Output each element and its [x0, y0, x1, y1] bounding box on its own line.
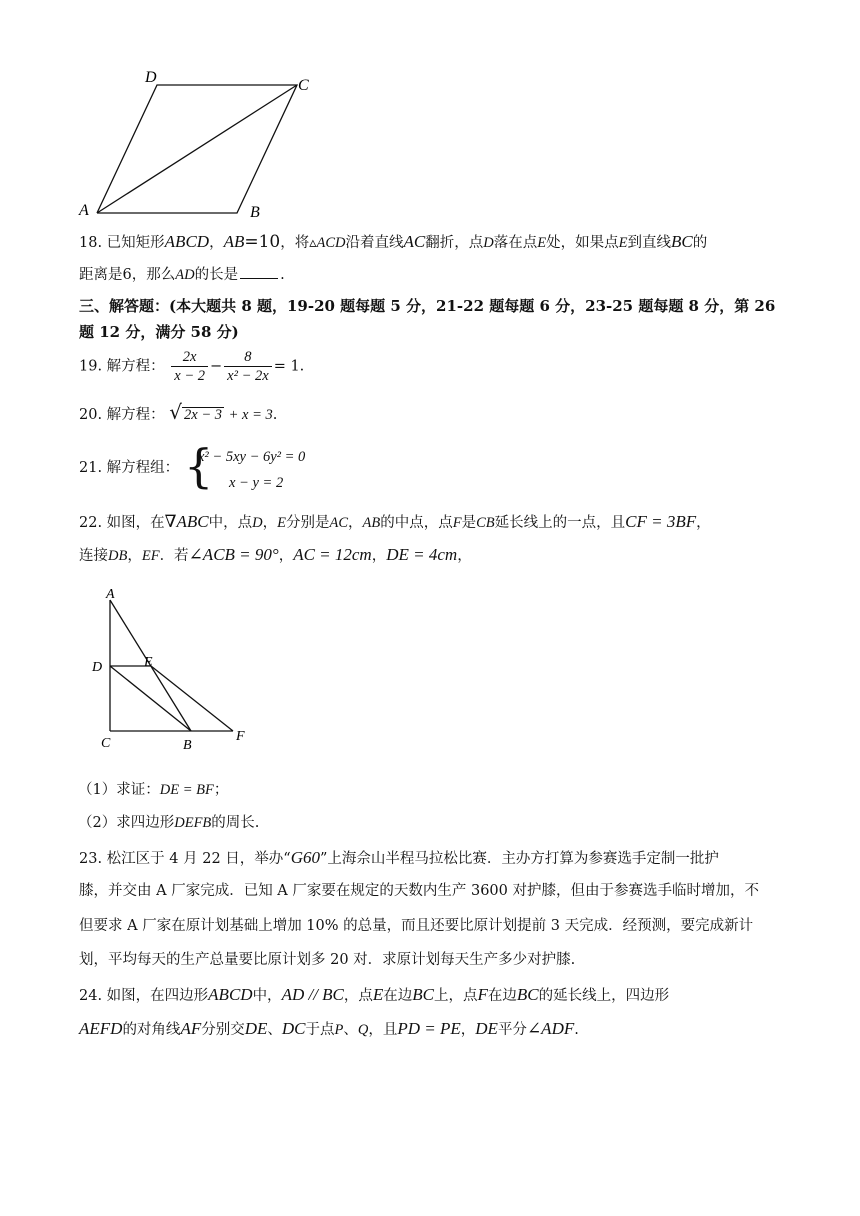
label-d: D [92, 660, 103, 675]
label-d: D [145, 69, 157, 86]
section-3-header: 三、解答题：(本大题共 8 题，19-20 题每题 5 分，21-22 题每题 6 分，23-25 题每题 8 分，第 26 [79, 297, 776, 315]
q21-equation-2: x − y = 2 [229, 475, 284, 491]
q23-line1: 23. 松江区于 4 月 22 日，举办“G60”上海佘山半程马拉松比赛．主办方打算为参赛选手定制一批护 [79, 848, 719, 867]
q22-line2: 连接DB，EF．若∠ACB = 90°，AC = 12cm，DE = 4cm， [79, 545, 472, 564]
q24-line2: AEFD的对角线AF分别交DE、DC于点P、Q，且PD = PE，DE平分∠ADF. [79, 1019, 579, 1038]
q19: 19. 解方程： $\frac{2x}{x - 2}$ − $\frac{8}{\text{x² − 2x}}$ = 1. [79, 349, 305, 385]
triangle-figure [85, 585, 265, 755]
answer-blank [240, 266, 278, 279]
q18-line1: 18. 已知矩形ABCD，AB=10，将▵ACD沿着直线AC翻折，点D落在点E处，如果点E到直线BC的 [79, 232, 708, 252]
system-brace: { [184, 439, 214, 493]
q19-fraction-2: $\frac{8}{\text{x² − 2x}}$ [224, 348, 272, 385]
label-a: A [79, 202, 89, 219]
q22-part1: （1）求证：DE = BF； [78, 782, 229, 798]
segment-ef [151, 666, 233, 731]
q21-label: 21. 解方程组： [79, 460, 180, 476]
q20: 20. 解方程： √ 2x − 3 + x = 3. [79, 400, 278, 424]
label-a: A [106, 587, 115, 602]
q22-part2: （2）求四边形DEFB的周长. [78, 815, 260, 831]
q18-line2: 距离是6，那么AD的长是 . [79, 267, 285, 283]
segment-db [110, 666, 191, 731]
parallelogram-figure [70, 60, 330, 225]
label-c: C [101, 736, 111, 751]
q19-fraction-1: $\frac{2x}{x - 2}$ [171, 348, 208, 385]
label-c: C [298, 77, 309, 94]
label-b: B [250, 204, 260, 221]
label-e: E [144, 655, 153, 670]
q23-line2: 膝，并交由 A 厂家完成．已知 A 厂家要在规定的天数内生产 3600 对护膝，但由于参赛选手临时增加，不 [79, 883, 759, 899]
label-f: F [236, 729, 245, 744]
q23-line4: 划，平均每天的生产总量要比原计划多 20 对．求原计划每天生产多少对护膝. [79, 952, 576, 968]
q21-equation-1: x² − 5xy − 6y² = 0 [198, 449, 306, 465]
q22-line1: 22. 如图，在∇ABC中，点D，E分别是AC，AB的中点，点F是CB延长线上的一点，且CF = 3BF， [79, 512, 711, 531]
q24-line1: 24. 如图，在四边形ABCD中，AD // BC，点E在边BC上，点F在边BC的延长线上，四边形 [79, 985, 670, 1004]
label-b: B [183, 738, 192, 753]
q23-line3: 但要求 A 厂家在原计划基础上增加 10% 的总量，而且还要比原计划提前 3 天完成．经预测，要完成新计 [79, 918, 754, 934]
section-3-header-cont: 题 12 分，满分 58 分) [79, 323, 239, 341]
